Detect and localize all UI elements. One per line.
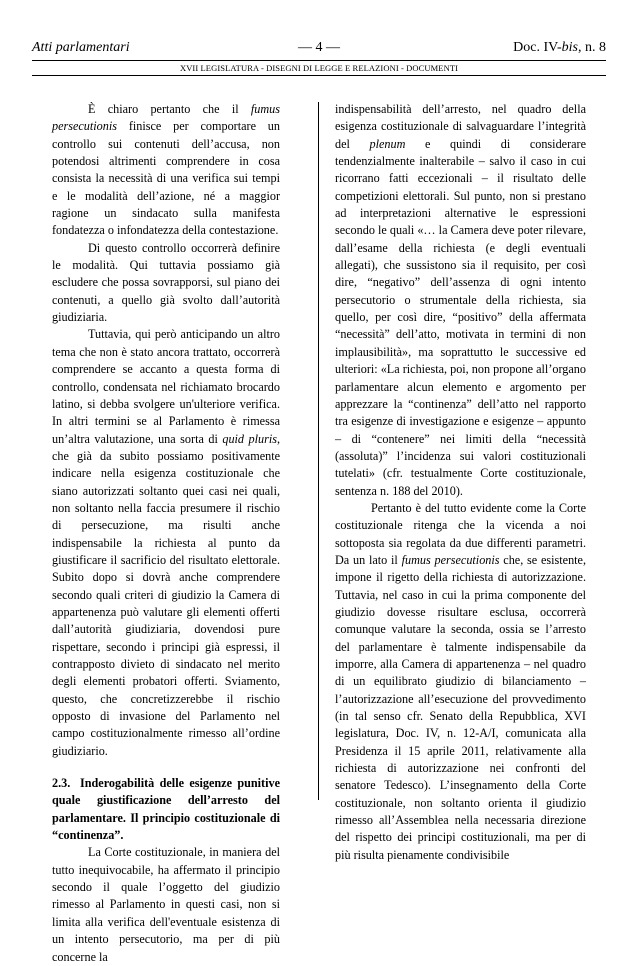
header-subtitle: XVII LEGISLATURA - DISEGNI DI LEGGE E RELAZIONI - DOCUMENTI — [179, 63, 459, 73]
doc-id-italic: bis — [561, 40, 578, 55]
header-page-number: — 4 — — [298, 40, 340, 55]
header-rule-bottom — [32, 75, 606, 76]
header-rule-top — [32, 60, 606, 61]
doc-id-suffix: , n. 8 — [578, 40, 606, 55]
paragraph: indispensabilità dell’arresto, nel quadro della esigenza costituzionale di salvaguardare l’integrità del plenum e quindi di considerare tendenzialmente inalterabile – salvo il caso in cui ricorrano fatti eccezionali – il risultato delle competizioni elettorali. Sul punto, non si prestano ad interpretazioni alternative le espressioni secondo le quali «… la Camera deve poter rilevare, dall’esame della richiesta (e degli eventuali allegati), che sussistono sia il requisito, per così dire, “negativo” dell’assenza di ogni intento persecutorio o strumentale della richiesta, sia quello, per così dire, “positivo” della affermata “necessità” dell’atto, motivata in termini di non implausibilità», ma soprattutto le successive ed ulteriori: «La richiesta, poi, non propone all’organo parlamentare alcun elemento e argomento per apprezzare la “continenza” dell’atto nel rapporto tra esigenze di investigazione e esigenze – appunto – di “contenere” nei limiti della “necessità (assoluta)” l’incidenza sui valori costituzionali tutelati» (cfr. testualmente Corte costituzionale, sentenza n. 188 del 2010). — [335, 102, 587, 498]
paragraph: Di questo controllo occorrerà definire le modalità. Qui tuttavia possiamo già escludere che possa sovrapporsi, sul piano dei contenuti, a quello già svolto dall’autorità giudiziaria. — [52, 240, 280, 325]
left-column — [52, 101, 280, 966]
paragraph: Tuttavia, qui però anticipando un altro tema che non è stato ancora trattato, occorrerà comprendere se accanto a questa forma di controllo, condensata nel richiamato brocardo latino, si debba svolgere un'ulteriore verifica. In altri termini se al Parlamento è rimessa un’altra valutazione, una sorta di quid pluris, che già da subito possiamo positivamente indicare nella esigenza costituzionale che siano autorizzati soltanto quei casi nei quali, non soltanto nella faccia presumere il rischio di persecuzione, ma risulti anche indispensabile la richiesta al punto da giustificare il sacrificio del risultato elettorale. Subito dopo si dovrà anche comprendere secondo quali criteri di giudizio la Camera di appartenenza può valutare gli elementi offerti dall’autorità giudiziaria, dovendosi pure rispettare, secondo i principi già espressi, il contrapposto divieto di sindacato nel merito degli elementi probatori offerti. Sviamento, questo, che concretizzerebbe il rischio opposto di invasione del Parlamento nel campo costituzionalmente rimesso all’ordine giudiziario. — [52, 327, 280, 758]
header-document-id — [513, 40, 606, 56]
header-publication-title: Atti parlamentari — [32, 40, 130, 55]
section-heading — [52, 775, 280, 844]
doc-id-prefix: Doc. IV- — [513, 40, 562, 55]
section-title: Inderogabilità delle esigenze punitive quale giustificazione dell’arresto del parlamentare. Il principio costituzionale di “continenza”. — [52, 776, 280, 843]
paragraph: La Corte costituzionale, in maniera del tutto inequivocabile, ha affermato il principio secondo il quale l’oggetto del giudizio rimesso al Parlamento in questi casi, non si limita alla verifica dell'eventuale esistenza di un intento persecutorio, ma per di più concerne la — [52, 845, 280, 964]
paragraph: È chiaro pertanto che il fumus persecutionis finisce per comportare un controllo sui contenuti dell’accusa, non potendosi altrimenti comprendere in cosa consista la necessità di una verifica sui tempi e le modalità dell’azione, né a maggior ragione un sindacato sulla manifesta fondatezza o infondatezza della contestazione. — [52, 102, 280, 238]
page-header — [32, 40, 606, 60]
right-column — [335, 101, 586, 864]
section-number: 2.3. — [52, 776, 71, 791]
column-divider — [318, 102, 319, 800]
paragraph: Pertanto è del tutto evidente come la Corte costituzionale ritenga che la vicenda a noi sottoposta sia regolata da due differenti parametri. Da un lato il fumus persecutionis che, se esistente, impone il rigetto della richiesta di autorizzazione. Tuttavia, nel caso in cui la prima componente del giudizio dovesse risultare esclusa, occorrerà comunque valutare la seconda, ossia se l’arresto del parlamentare è talmente indispensabile da imporre, alla Camera di appartenenza – nel quadro di un equilibrato giudizio di bilanciamento – l’autorizzazione all’esecuzione del provvedimento (in tal senso cfr. Senato della Repubblica, XVI legislatura, Doc. IV, n. 12-A/I, comunicata alla Presidenza il 15 aprile 2011, relativamente alla richiesta di autorizzazione nei confronti del senatore Tedesco). L’insegnamento della Corte costituzionale, non soltanto orienta il giudizio rimesso all’Assemblea nella necessaria direzione del rispetto dei principi costituzionali, ma per di più risulta pienamente condivisibile — [335, 500, 587, 862]
